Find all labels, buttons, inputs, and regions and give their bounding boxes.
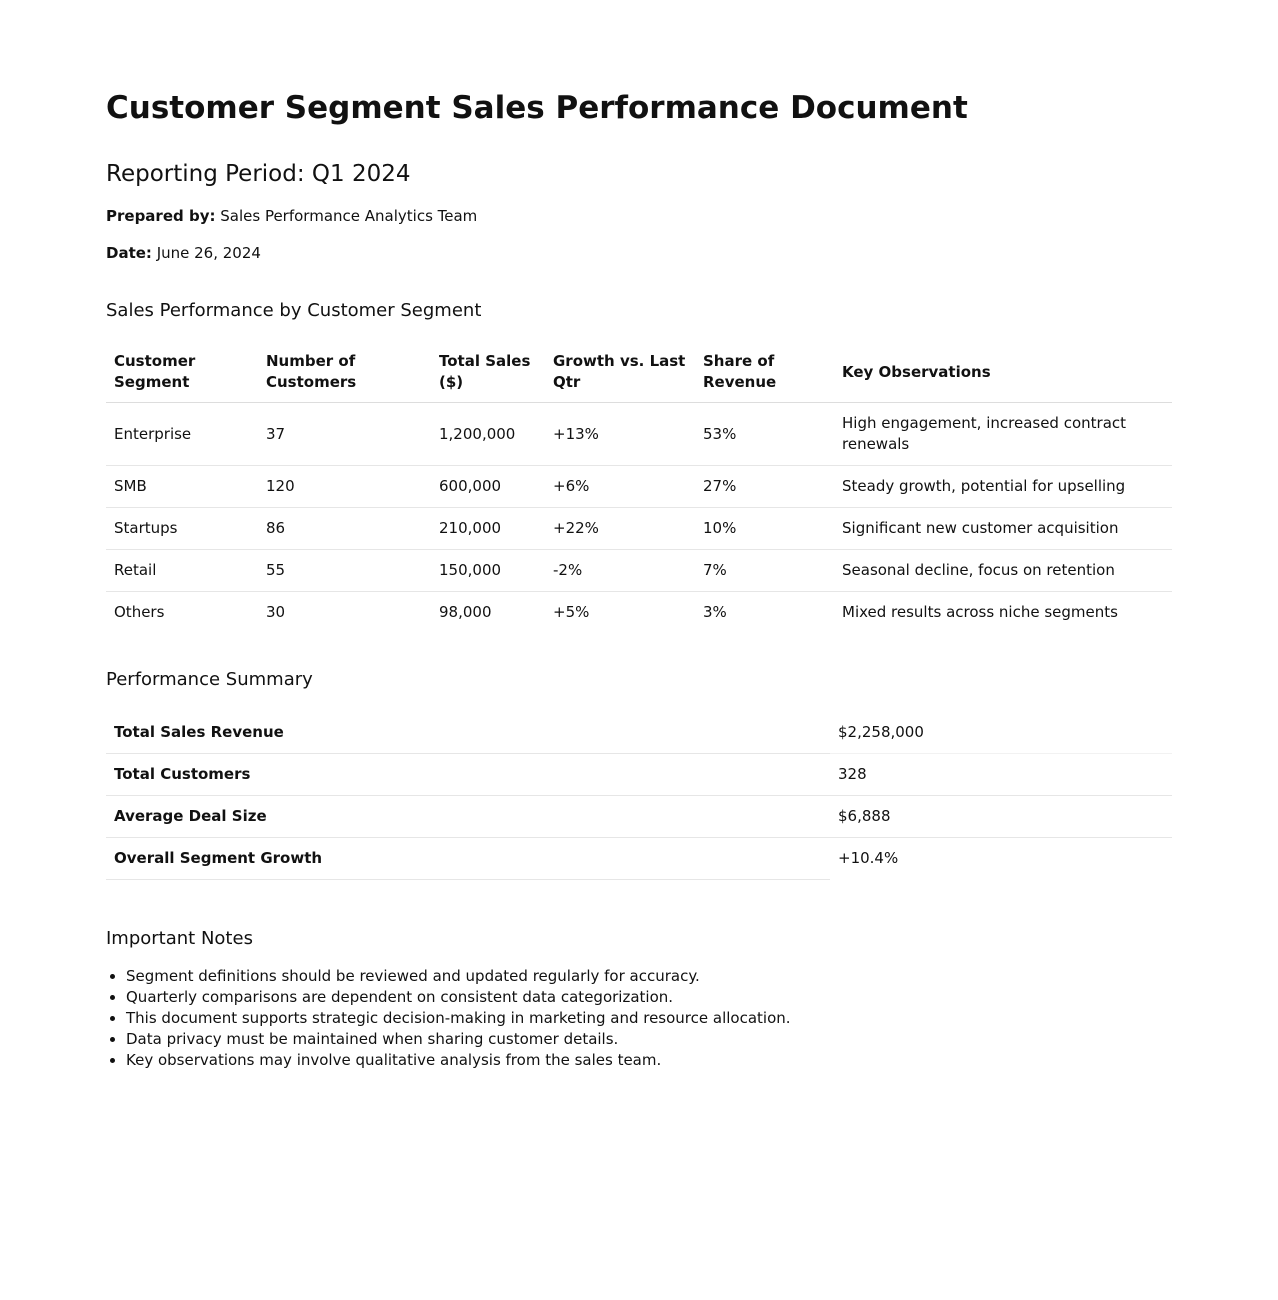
table-cell: 98,000	[439, 603, 492, 621]
summary-label: Average Deal Size	[106, 796, 830, 838]
summary-value: +10.4%	[838, 849, 899, 868]
list-item: • Key observations may involve qualitative analysis from the sales team.	[126, 1050, 1172, 1071]
column-header: Customer Segment	[106, 345, 258, 403]
prepared-by-label: Prepared by:	[106, 207, 216, 225]
list-item: • Quarterly comparisons are dependent on consistent data categorization.	[126, 987, 1172, 1008]
table-cell: 27%	[695, 466, 834, 508]
summary-value: $2,258,000	[830, 712, 1172, 754]
summary-value: 328	[830, 754, 1172, 796]
table-cell: -2%	[545, 550, 695, 592]
table-cell: 10%	[695, 508, 834, 550]
column-header: Total Sales ($)	[431, 345, 545, 403]
table-cell: 37	[258, 403, 431, 466]
table-row	[106, 466, 1172, 508]
segment-performance-table	[106, 345, 1172, 633]
table-cell: 55	[258, 550, 431, 592]
table-cell: 7%	[695, 550, 834, 592]
table-cell: 600,000	[431, 466, 545, 508]
table-header-row	[106, 345, 1172, 403]
summary-value: $6,888	[830, 796, 1172, 838]
summary-label: Overall Segment Growth	[106, 838, 830, 880]
segments-heading: Sales Performance by Customer Segment	[106, 300, 482, 321]
table-cell: 1,200,000	[431, 403, 545, 466]
table-row	[106, 403, 1172, 466]
list-item: • This document supports strategic decision-making in marketing and resource allocation.	[126, 1008, 1172, 1029]
table-cell: +13%	[545, 403, 695, 466]
column-header: Number of Customers	[258, 345, 431, 403]
table-cell: Significant new customer acquisition	[834, 508, 1172, 550]
table-cell: 150,000	[431, 550, 545, 592]
notes-list	[106, 966, 1172, 1071]
document-title: Customer Segment Sales Performance Document	[106, 90, 968, 126]
document-date	[106, 243, 1172, 264]
table-cell: +5%	[553, 603, 590, 621]
summary-label: Total Customers	[106, 754, 830, 796]
table-cell: Startups	[106, 508, 258, 550]
summary-row	[106, 796, 1172, 838]
prepared-by-value: Sales Performance Analytics Team	[220, 207, 478, 225]
performance-summary-table	[106, 712, 1172, 880]
list-item: • Segment definitions should be reviewed and updated regularly for accuracy.	[126, 966, 1172, 987]
prepared-by	[106, 206, 1172, 227]
table-cell: 210,000	[431, 508, 545, 550]
table-cell: Enterprise	[106, 403, 258, 466]
table-cell: 3%	[703, 603, 727, 621]
summary-row	[106, 754, 1172, 796]
column-header: Growth vs. Last Qtr	[545, 345, 695, 403]
table-row	[106, 550, 1172, 592]
reporting-period: Reporting Period: Q1 2024	[106, 161, 411, 187]
table-cell: Retail	[106, 550, 258, 592]
date-value: June 26, 2024	[156, 244, 261, 262]
table-cell: +22%	[545, 508, 695, 550]
table-cell: High engagement, increased contract renewals	[834, 403, 1172, 466]
summary-heading: Performance Summary	[106, 669, 313, 690]
column-header: Share of Revenue	[695, 345, 834, 403]
table-cell: Steady growth, potential for upselling	[834, 466, 1172, 508]
table-cell: 30	[266, 603, 286, 621]
notes-heading: Important Notes	[106, 928, 253, 949]
table-cell: Mixed results across niche segments	[842, 603, 1118, 621]
summary-row	[106, 838, 1172, 880]
table-cell: SMB	[106, 466, 258, 508]
summary-label: Total Sales Revenue	[106, 712, 830, 754]
table-cell: 53%	[695, 403, 834, 466]
table-cell: Seasonal decline, focus on retention	[834, 550, 1172, 592]
column-header: Key Observations	[834, 345, 1172, 403]
table-cell: 86	[258, 508, 431, 550]
table-cell: 120	[258, 466, 431, 508]
table-cell: +6%	[545, 466, 695, 508]
table-cell: Others	[114, 603, 165, 621]
list-item: • Data privacy must be maintained when sharing customer details.	[126, 1029, 1172, 1050]
date-label: Date:	[106, 244, 152, 262]
table-row	[106, 592, 1172, 634]
table-row	[106, 508, 1172, 550]
summary-row	[106, 712, 1172, 754]
